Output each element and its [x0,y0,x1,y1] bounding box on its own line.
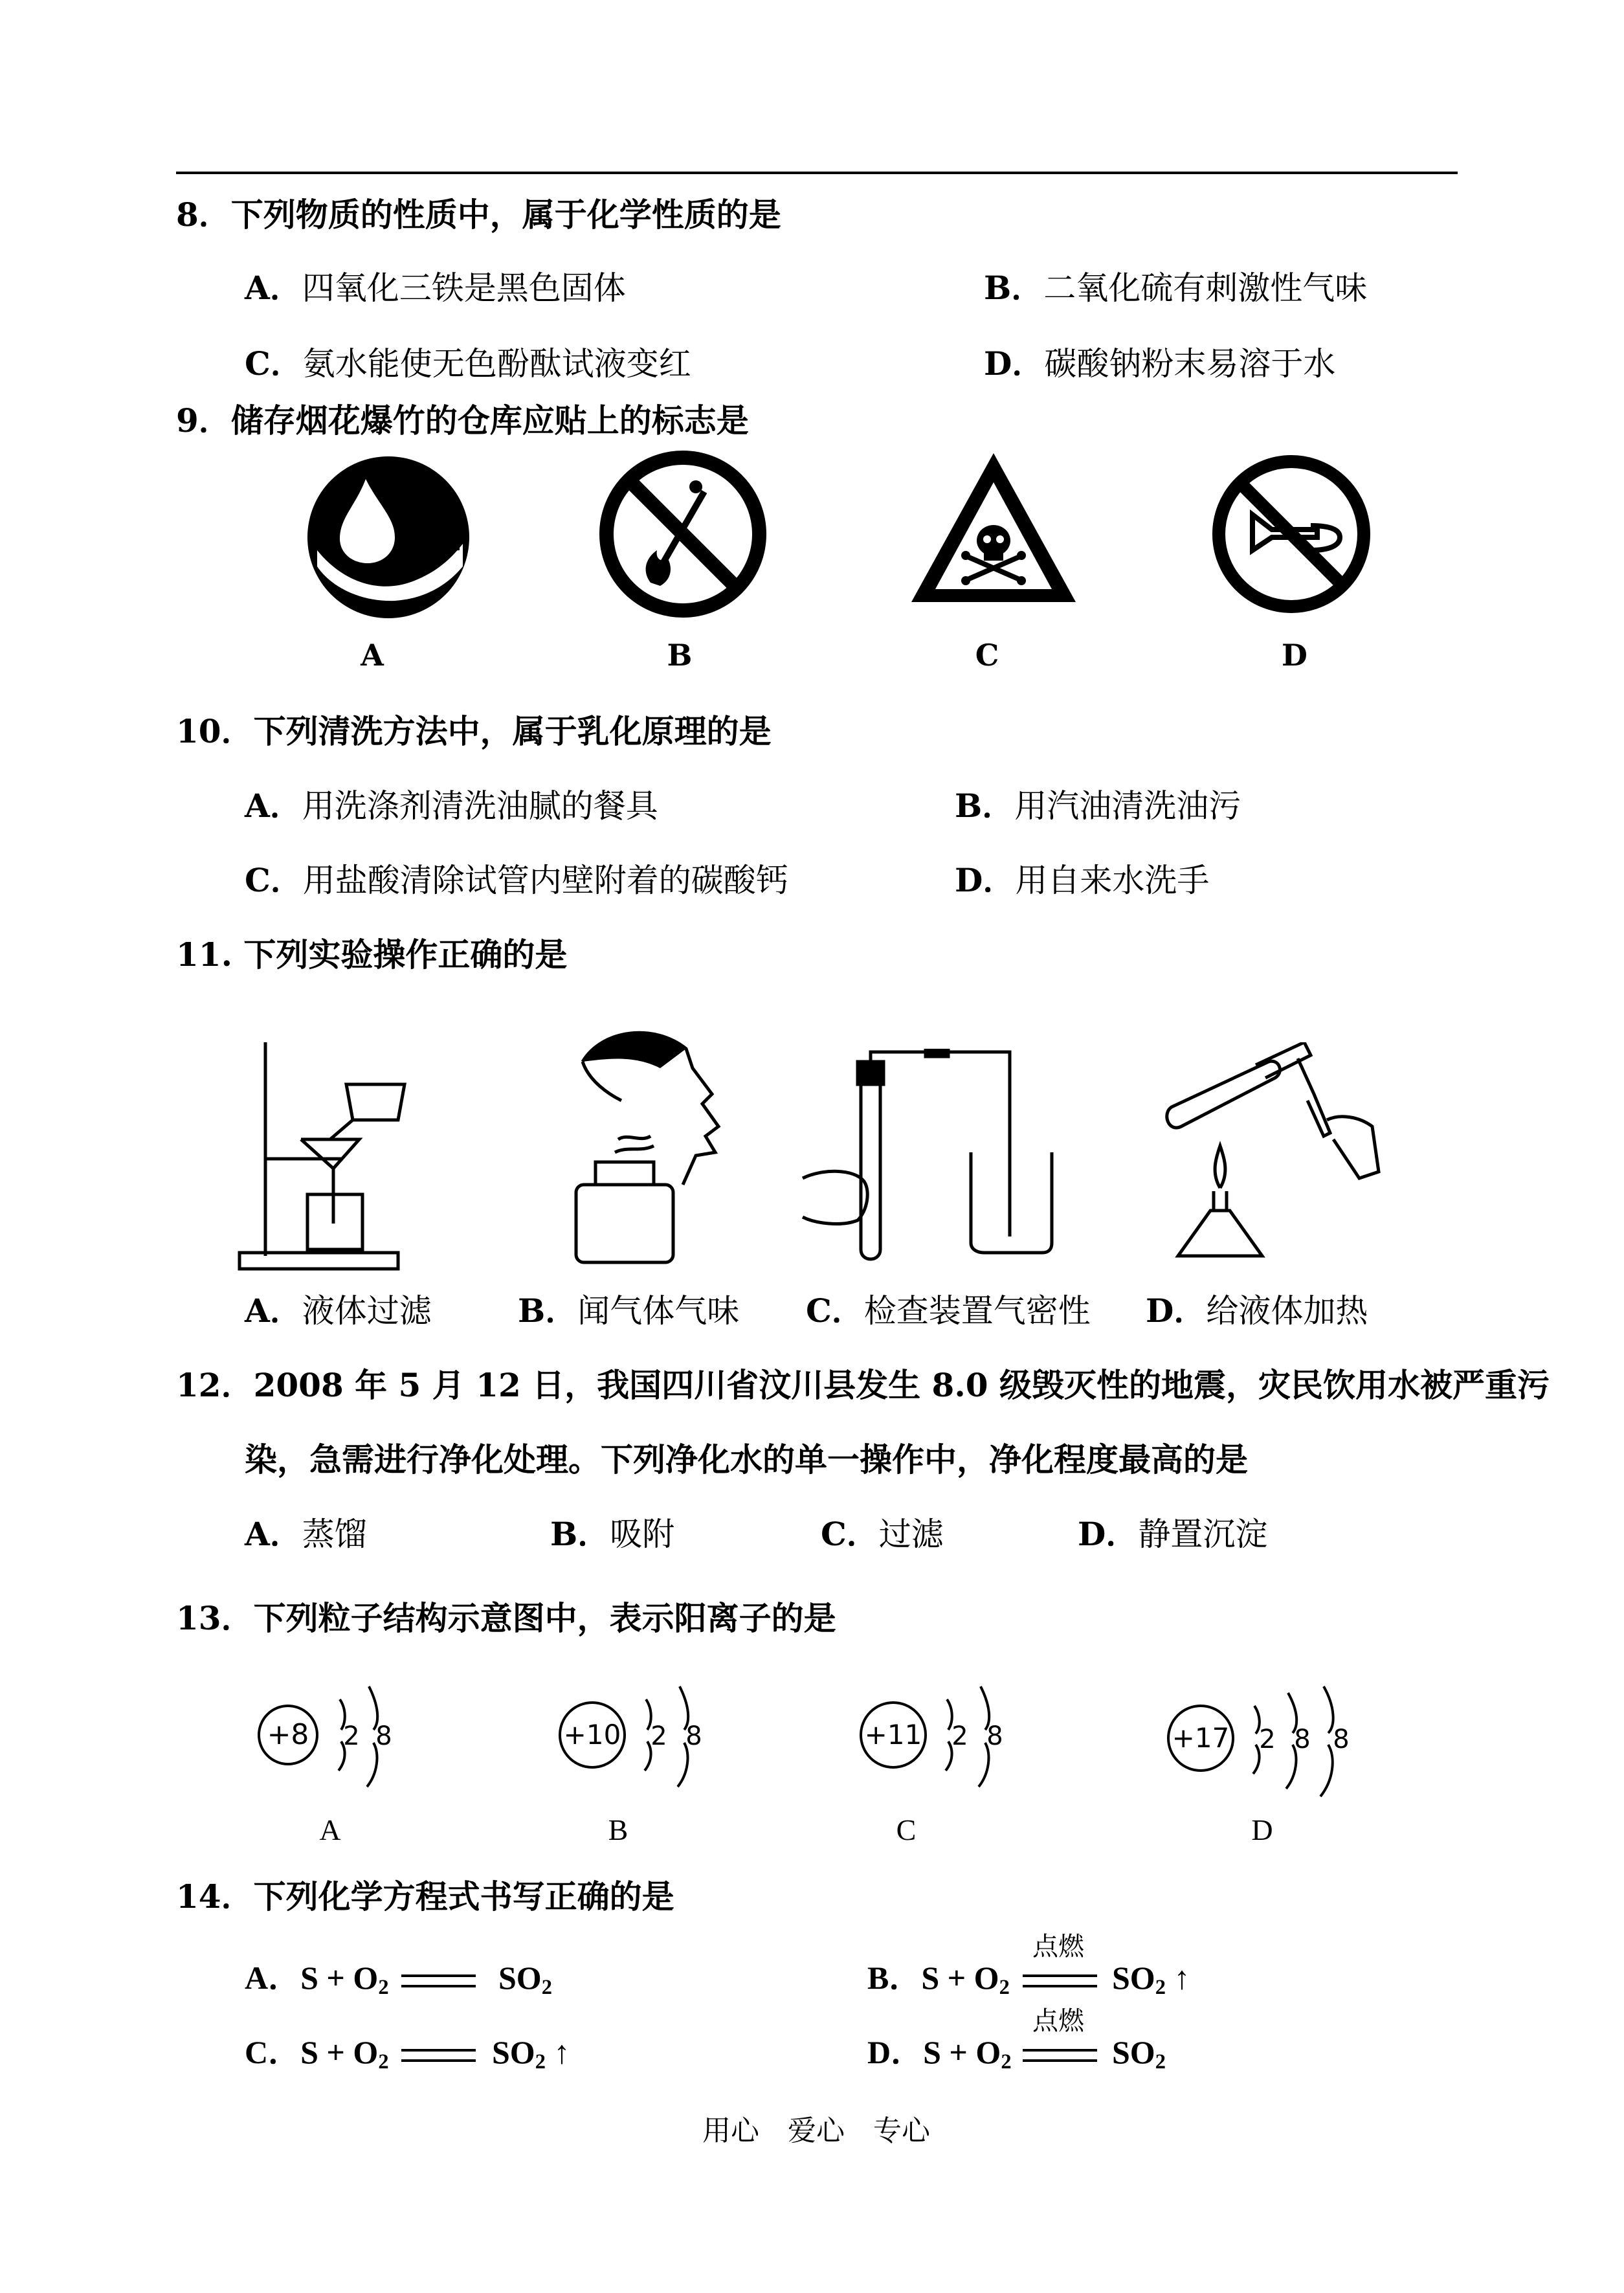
atom-a-shell-1: 2 [343,1721,360,1751]
atom-diagram-c [858,1670,1013,1800]
q14-b-condition: 点燃 [1032,1932,1084,1962]
q14-option-c: C．$S + O_2$ [245,2034,389,2074]
q14-c-equals-sign [401,2049,476,2062]
no-fire-sign-icon [595,447,770,621]
q11-option-a: A．液体过滤 [245,1292,432,1330]
q13-label-b: B [608,1813,628,1846]
q9-stem: 9．储存烟花爆竹的仓库应贴上的标志是 [176,401,749,440]
atom-c-shell-1: 2 [951,1721,968,1751]
q11-option-c: C．检查装置气密性 [806,1292,1091,1330]
q14-a-equals-sign [401,1974,476,1987]
page-footer: 用心 爱心 专心 [702,2114,930,2147]
q8-option-d: D．碳酸钠粉末易溶于水 [984,344,1336,383]
atom-diagram-b [557,1670,712,1800]
q8-stem: 8．下列物质的性质中，属于化学性质的是 [176,196,781,234]
water-drop-sign-icon [304,453,473,621]
atom-d-nucleus: +17 [1172,1722,1230,1754]
q14-b-equals-sign [1023,1974,1097,1987]
q10-option-a: A．用洗涤剂清洗油腻的餐具 [245,787,658,825]
q13-label-d: D [1251,1813,1273,1846]
q10-option-d: D．用自来水洗手 [955,861,1210,899]
q10-option-b: B．用汽油清洗油污 [955,787,1241,825]
heating-liquid-icon [1159,1042,1392,1275]
q12-option-a: A．蒸馏 [245,1515,367,1553]
atom-c-nucleus: +11 [864,1719,922,1751]
q11-option-b: B．闻气体气味 [518,1292,740,1330]
q11-option-d: D．给液体加热 [1146,1292,1368,1330]
atom-diagram-a [256,1670,411,1800]
q14-stem: 14．下列化学方程式书写正确的是 [176,1877,674,1916]
q8-option-a: A．四氧化三铁是黑色固体 [245,269,626,307]
atom-d-shell-2: 8 [1294,1725,1311,1754]
q11-stem: 11. 下列实验操作正确的是 [176,935,568,974]
q14-option-a: A．$S + O_2$ [245,1960,389,2000]
q13-stem: 13．下列粒子结构示意图中，表示阳离子的是 [176,1599,836,1637]
q9-label-c: C [975,638,999,673]
q14-option-c-product: $SO_2$ ↑ [492,2034,570,2074]
q14-option-d: D．$S + O_2$ [867,2034,1012,2074]
atom-b-shell-1: 2 [651,1721,667,1751]
filtration-apparatus-icon [236,1036,430,1282]
q9-label-b: B [667,638,693,673]
q14-option-a-product: $SO_2$ [498,1960,552,2000]
header-rule [176,172,1458,174]
atom-a-nucleus: +8 [267,1718,309,1751]
atom-d-shell-3: 8 [1333,1725,1350,1754]
q13-label-c: C [896,1813,917,1846]
atom-diagram-d [1165,1670,1379,1800]
q9-label-d: D [1282,638,1307,673]
atom-d-shell-1: 2 [1259,1725,1276,1754]
atom-b-shell-2: 8 [685,1721,702,1751]
q9-label-a: A [361,638,384,673]
q8-option-b: B．二氧化硫有刺激性气味 [984,269,1368,307]
no-horn-sign-icon [1210,453,1372,615]
q14-option-b-product: $SO_2$ ↑ [1112,1960,1190,2000]
q14-option-b: B．$S + O_2$ [867,1960,1010,2000]
atom-a-shell-2: 8 [375,1721,392,1751]
toxic-skull-sign-icon [906,447,1081,609]
airtightness-check-icon [796,1049,1068,1269]
smelling-gas-icon [557,1023,751,1269]
q13-label-a: A [319,1813,341,1846]
q12-option-d: D．静置沉淀 [1078,1515,1268,1553]
q14-d-condition: 点燃 [1032,2006,1084,2036]
q10-stem: 10．下列清洗方法中，属于乳化原理的是 [176,712,772,750]
q10-option-c: C．用盐酸清除试管内壁附着的碳酸钙 [245,861,788,899]
atom-c-shell-2: 8 [986,1721,1003,1751]
q12-stem-line2: 染，急需进行净化处理。下列净化水的单一操作中，净化程度最高的是 [245,1440,1248,1479]
atom-b-nucleus: +10 [563,1719,621,1751]
q12-option-b: B．吸附 [550,1515,675,1553]
q14-option-d-product: $SO_2$ [1112,2034,1166,2074]
q12-stem-line1: 12．2008 年 5 月 12 日，我国四川省汶川县发生 8.0 级毁灭性的地震，灾民饮用水被严重污 [176,1366,1550,1404]
q14-d-equals-sign [1023,2049,1097,2062]
q12-option-c: C．过滤 [821,1515,944,1553]
q8-option-c: C．氨水能使无色酚酞试液变红 [245,344,691,383]
